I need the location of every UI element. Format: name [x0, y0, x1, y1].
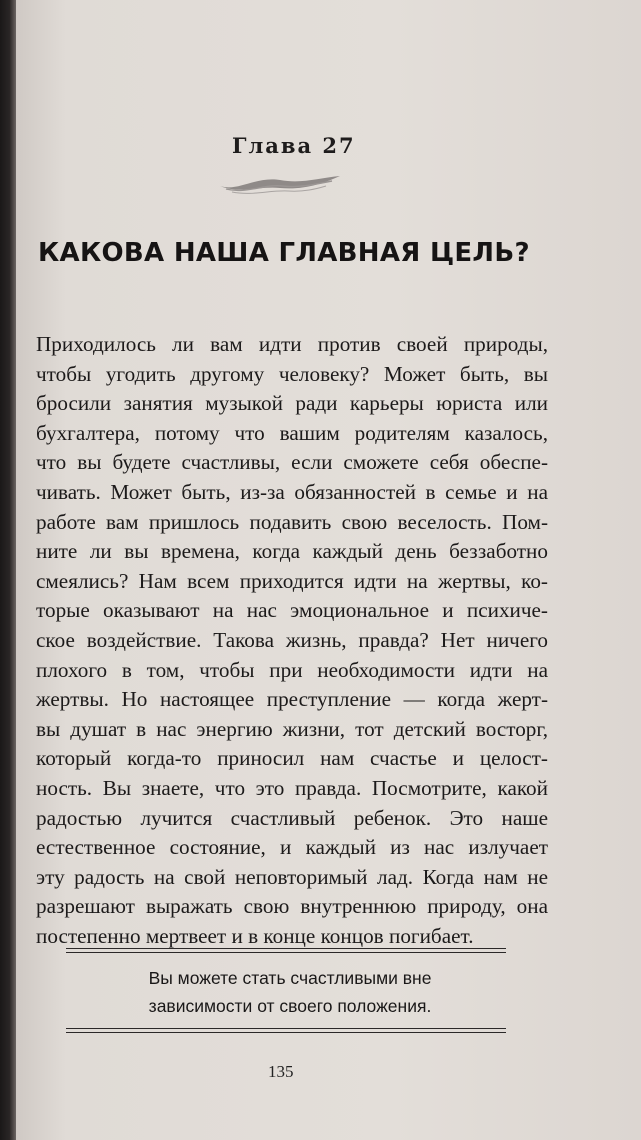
body-line: чтобы угодить другому человеку? Может быть, вы: [36, 361, 548, 386]
body-paragraph: [36, 330, 548, 951]
quote-line: Вы можете стать счастливыми вне: [148, 968, 432, 988]
page-number: 135: [268, 1062, 294, 1081]
book-spine: [0, 0, 16, 1140]
body-line: эту радость на свой неповторимый лад. Когда нам не: [36, 864, 548, 889]
body-line: бухгалтера, потому что вашим родителям казалось,: [36, 420, 548, 445]
chapter-title: КАКОВА НАША ГЛАВНАЯ ЦЕЛЬ?: [38, 238, 530, 268]
body-line: бросили занятия музыкой ради карьеры юриста или: [36, 391, 548, 416]
pull-quote: [74, 964, 506, 1020]
body-line: торые оказывают на нас эмоциональное и психиче-: [36, 598, 548, 623]
body-line: плохого в том, чтобы при необходимости идти на: [36, 657, 548, 682]
body-line: постепенно мертвеет и в конце концов погибает.: [36, 923, 474, 948]
body-line: смеялись? Нам всем приходится идти на жертвы, ко-: [36, 568, 548, 593]
chapter-label: Глава 27: [232, 133, 356, 158]
body-line: разрешают выражать свою внутреннюю природу, она: [36, 894, 548, 919]
body-line: ните ли вы времена, когда каждый день беззаботно: [36, 539, 548, 564]
bottom-divider: [66, 1028, 506, 1033]
quote-line: зависимости от своего положения.: [148, 996, 432, 1016]
body-line: что вы будете счастливы, если сможете себя обеспе-: [36, 450, 548, 475]
body-line: ность. Вы знаете, что это правда. Посмотрите, какой: [36, 775, 548, 800]
body-line: чивать. Может быть, из-за обязанностей в семье и на: [36, 479, 548, 504]
body-line: Приходилось ли вам идти против своей природы,: [36, 332, 548, 356]
body-line: радостью лучится счастливый ребенок. Это наше: [36, 805, 548, 830]
wave-ornament-icon: [218, 172, 342, 196]
body-line: вы душат в нас энергию жизни, тот детский восторг,: [36, 716, 548, 741]
body-line: ское воздействие. Такова жизнь, правда? Нет ничего: [36, 627, 548, 652]
body-line: естественное состояние, и каждый из нас излучает: [36, 835, 548, 860]
body-line: работе вам пришлось подавить свою веселость. Пом-: [36, 509, 548, 534]
body-line: который когда-то приносил нам счастье и целост-: [36, 746, 548, 771]
body-line: жертвы. Но настоящее преступление — когда жерт-: [36, 687, 548, 712]
top-divider: [66, 948, 506, 953]
